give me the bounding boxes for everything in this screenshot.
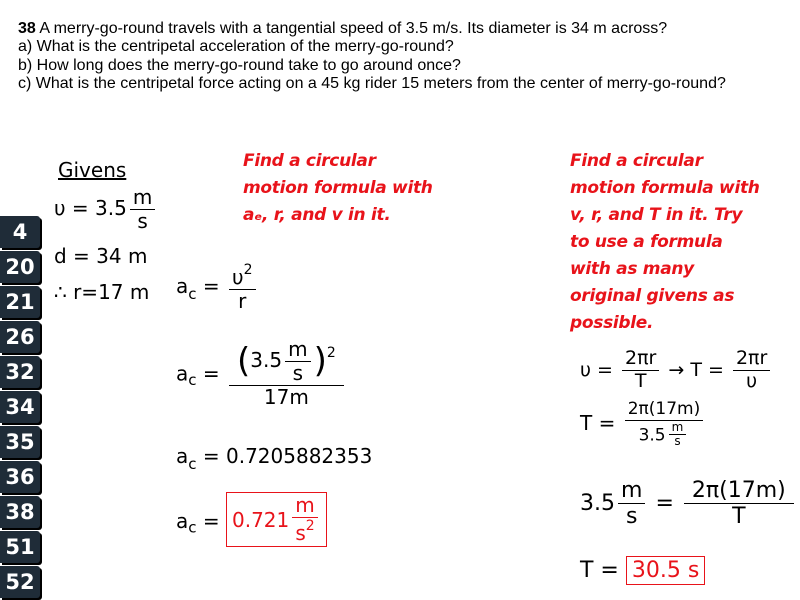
givens-title: Givens <box>58 158 127 182</box>
question-a: a) What is the centripetal acceleration of the merry-go-round? <box>18 38 454 56</box>
answer-ac: $a_c$ = 0.721 $\frac{m}{s^2}$ <box>176 492 327 547</box>
question-b: b) How long does the merry-go-round take to go around once? <box>18 56 461 74</box>
given-radius: ∴ r=17 m <box>54 280 150 304</box>
answer-period: T = 30.5 s <box>580 556 705 585</box>
hint-right: Find a circular motion formula with v, r, and T in it. Try to use a formula with as many original givens as possible. <box>570 151 760 333</box>
nav-tab-21[interactable]: 21 <box>0 286 40 318</box>
problem-text: A merry-go-round travels with a tangential speed of 3.5 m/s. Its diameter is 34 m across? <box>35 20 668 37</box>
nav-tab-52[interactable]: 52 <box>0 566 40 598</box>
nav-tab-32[interactable]: 32 <box>0 356 40 388</box>
answer-box-ac: 0.721 $\frac{m}{s^2}$ <box>226 492 327 547</box>
answer-box-period: 30.5 s <box>626 556 705 585</box>
substitution-period: T = 2π(17m) 3.5 $\frac{m}{s}$ <box>580 400 706 449</box>
nav-tab-35[interactable]: 35 <box>0 426 40 458</box>
given-velocity: υ = 3.5 $\frac{m}{s}$ <box>54 186 158 233</box>
formula-ac: $a_c$ = $\frac{\upsilon^2}{r}$ <box>176 262 259 313</box>
nav-tab-4[interactable]: 4 <box>0 216 40 248</box>
problem-number: 38 <box>18 20 36 37</box>
question-c: c) What is the centripetal force acting on a 45 kg rider 15 meters from the center of merry-go-round? <box>18 75 726 93</box>
nav-tab-36[interactable]: 36 <box>0 461 40 493</box>
equation-period-row: 3.5 $\frac{m}{s}$ = $\frac{2\pi(17m)}{T}$ <box>580 478 797 530</box>
substitution-ac: $a_c$ = (3.5 $\frac{m}{s}$ )$^2$ 17m <box>176 338 347 409</box>
nav-tab-51[interactable]: 51 <box>0 531 40 563</box>
nav-tab-26[interactable]: 26 <box>0 321 40 353</box>
problem-statement <box>18 20 788 94</box>
result-decimal: $a_c = 0.7205882353$ <box>176 444 373 473</box>
formula-period: υ = $\frac{2\pi r}{T}$ → T = $\frac{2\pi r}{\upsilon}$ <box>580 348 773 393</box>
hint-left: Find a circular motion formula with aₑ, r, and v in it. <box>243 151 433 225</box>
nav-tab-34[interactable]: 34 <box>0 391 40 423</box>
given-diameter: d = 34 m <box>54 244 148 268</box>
nav-tab-20[interactable]: 20 <box>0 251 40 283</box>
nav-tab-38[interactable]: 38 <box>0 496 40 528</box>
